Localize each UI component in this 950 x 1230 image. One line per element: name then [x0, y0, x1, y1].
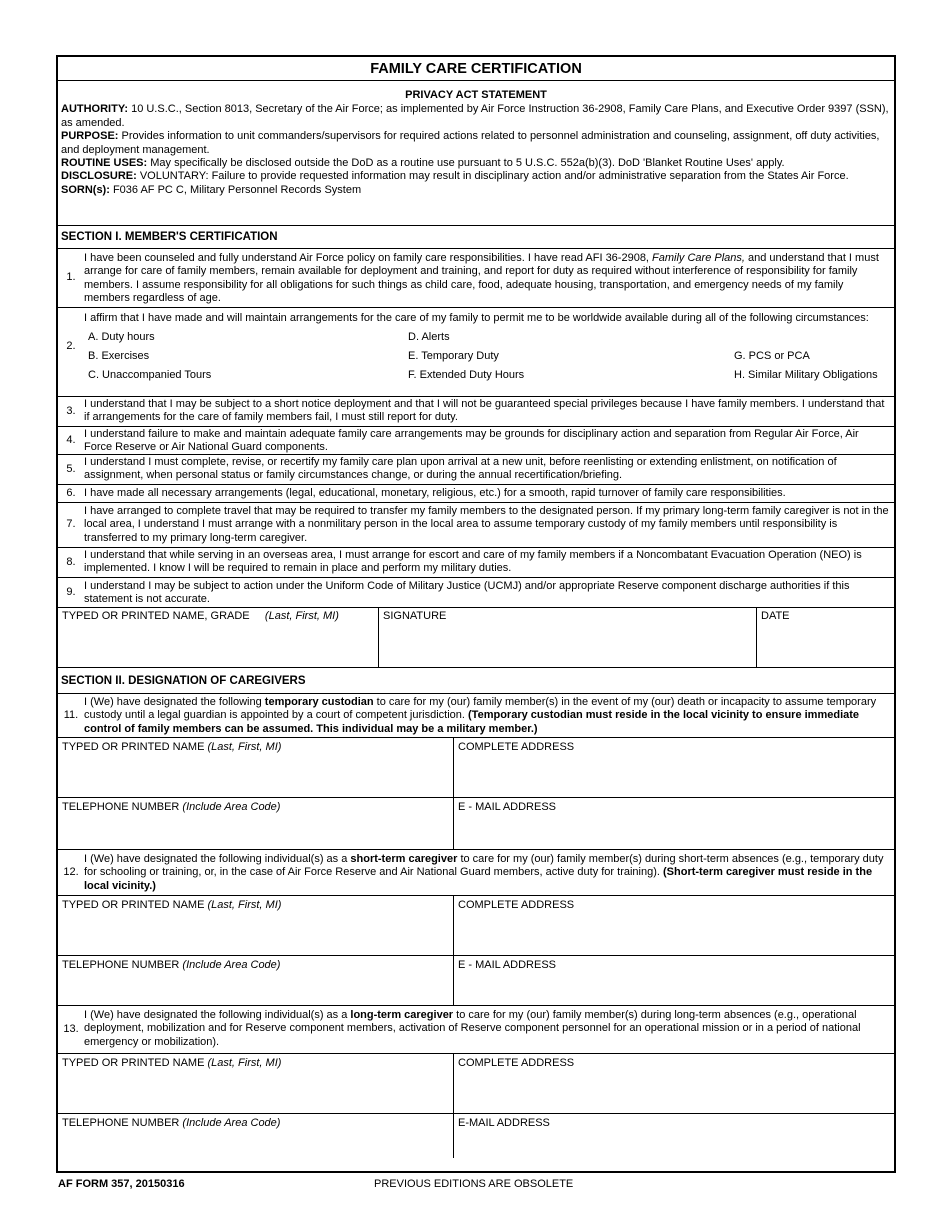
item-5: [58, 455, 894, 485]
item-number: 8.: [66, 555, 76, 568]
routine-label: ROUTINE USES:: [61, 157, 148, 170]
item-8: [58, 548, 894, 578]
long-term-name-field[interactable]: [58, 1054, 454, 1113]
circumstance-item: F. Extended Duty Hours: [408, 369, 525, 382]
long-term-caregiver-phone-email: [58, 1114, 894, 1158]
email-label: E - MAIL ADDRESS: [458, 959, 557, 971]
long-term-address-field[interactable]: [454, 1054, 894, 1113]
circumstance-item: [730, 331, 890, 350]
item-6: [58, 485, 894, 503]
circumstance-item: C. Unaccompanied Tours: [88, 369, 212, 382]
temporary-custodian-name-address: [58, 738, 894, 798]
item-11-term: temporary custodian: [264, 696, 374, 708]
routine-text: May specifically be disclosed outside the DoD as a routine use pursuant to 5 U.S.C. 552a(b)(3). DoD 'Blanket Routine Uses' apply.: [147, 157, 785, 170]
item-text: I understand that while serving in an overseas area, I must arrange for escort and care of my family members if a Noncombatant Evacuation Operation (NEO) is implemented. I know I will be required to remain in place and perform my military duties.: [84, 549, 862, 575]
address-label: COMPLETE ADDRESS: [458, 1057, 575, 1069]
item-13-text-a: I (We) have designated the following individual(s) as a: [84, 1009, 351, 1021]
item-text: [84, 850, 894, 895]
authority-paragraph: [61, 103, 891, 130]
email-label: E - MAIL ADDRESS: [458, 801, 557, 813]
name-label: TYPED OR PRINTED NAME: [62, 899, 208, 911]
phone-label: TELEPHONE NUMBER: [62, 1117, 183, 1129]
item-number: 9.: [66, 585, 76, 598]
item-text: [84, 308, 896, 396]
circumstance-item: B. Exercises: [88, 350, 150, 363]
item-2-text: I affirm that I have made and will maintain arrangements for the care of my family to permit me to be worldwide available during all of the following circumstances:: [84, 312, 869, 324]
item-number: 4.: [66, 433, 76, 446]
item-4: [58, 427, 894, 455]
circumstance-item: A. Duty hours: [88, 331, 155, 344]
item-11-text-c: to care for my (our) family member(s) in the event of my (our) death or incapacity to assume temporary custody until a legal guardian is appointed by a court of competent jurisdiction.: [84, 696, 877, 722]
member-date-field[interactable]: [757, 608, 894, 667]
name-label: TYPED OR PRINTED NAME: [62, 741, 208, 753]
item-text: I have made all necessary arrangements (legal, educational, monetary, religious, etc.) for a smooth, rapid turnover of family care responsibilities.: [84, 487, 786, 499]
email-label: E-MAIL ADDRESS: [458, 1117, 550, 1129]
item-12: [58, 850, 894, 896]
purpose-paragraph: [61, 130, 891, 157]
circumstance-item: G. PCS or PCA: [734, 350, 810, 363]
circumstance-item: E. Temporary Duty: [408, 350, 499, 363]
item-3: [58, 397, 894, 427]
temp-custodian-address-field[interactable]: [454, 738, 894, 797]
address-label: COMPLETE ADDRESS: [458, 899, 575, 911]
item-9: [58, 578, 894, 608]
member-name-field[interactable]: [58, 608, 379, 667]
disclosure-text: VOLUNTARY: Failure to provide requested information may result in disciplinary action and/or administrative separation from the States Air Force.: [136, 170, 849, 183]
item-1-text-a: I have been counseled and fully understand Air Force policy on family care responsibilities. I have read AFI 36-2908,: [84, 252, 653, 264]
short-term-phone-field[interactable]: [58, 956, 454, 1005]
purpose-text: Provides information to unit commanders/supervisors for required actions related to personnel administration and counseling, assignment, off duty activities, and deployment management.: [61, 130, 880, 156]
address-label: COMPLETE ADDRESS: [458, 741, 575, 753]
item-12-term: short-term caregiver: [350, 853, 458, 865]
item-1-afi-title: Family Care Plans,: [652, 252, 745, 264]
item-11-text-a: I (We) have designated the following: [84, 696, 265, 708]
temporary-custodian-phone-email: [58, 798, 894, 850]
form-id: AF FORM 357, 20150316: [58, 1178, 185, 1190]
member-signature-field[interactable]: [379, 608, 757, 667]
member-signature-block: [58, 608, 894, 668]
signature-label: SIGNATURE: [383, 610, 447, 622]
item-number: 6.: [66, 486, 76, 499]
item-text: I understand that I may be subject to a short notice deployment and that I will not be guaranteed special privileges because I have family members. I understand that if arrangements for the care of family members fail, I must still report for duty.: [84, 398, 885, 424]
item-7: [58, 503, 894, 548]
short-term-name-field[interactable]: [58, 896, 454, 955]
item-2: [58, 308, 894, 397]
disclosure-label: DISCLOSURE:: [61, 170, 137, 183]
member-name-hint: (Last, First, MI): [264, 610, 339, 622]
item-text: I understand I must complete, revise, or recertify my family care plan upon arrival at a new unit, before reenlisting or extending enlistment, on notification of assignment, when personal status or family circumstances change, or during the annual recertification/briefing.: [84, 456, 837, 482]
long-term-email-field[interactable]: [454, 1114, 894, 1158]
purpose-label: PURPOSE:: [61, 130, 119, 143]
routine-uses-paragraph: [61, 157, 891, 170]
temp-custodian-email-field[interactable]: [454, 798, 894, 849]
phone-hint: (Include Area Code): [182, 801, 281, 813]
item-number: 12.: [63, 865, 79, 878]
name-hint: (Last, First, MI): [207, 899, 282, 911]
item-text: [84, 249, 894, 307]
item-number: 11.: [63, 708, 79, 721]
item-11-requirement: (Temporary custodian must reside in the local vicinity to ensure immediate control of family members can be assumed. This individual may be a military member.): [84, 709, 860, 735]
item-12-text-c: to care for my (our) family member(s) during short-term absences (e.g., temporary duty for schooling or training, or, in the case of Air Force Reserve and Air National Guard members, active duty for training).: [84, 853, 884, 879]
name-hint: (Last, First, MI): [207, 1057, 282, 1069]
item-text: [84, 694, 894, 737]
item-number: 5.: [66, 462, 76, 475]
item-number: 2.: [66, 340, 76, 352]
authority-text: 10 U.S.C., Section 8013, Secretary of the Air Force; as implemented by Air Force Instruction 36-2908, Family Care Plans, and Executive Order 9397 (SSN), as amended.: [61, 103, 889, 129]
disclosure-paragraph: [61, 170, 891, 183]
item-text: I understand failure to make and maintain adequate family care arrangements may be grounds for disciplinary action and separation from Regular Air Force, Air Force Reserve or Air National Guard components.: [84, 428, 859, 454]
item-1-text-b: and understand that I must arrange for care of family members, remain available for deployment and training, and report for duty as required without interference of responsibility for family members. I assume responsibility for all obligations for such things as child care, food, adequate housing, transportation, and emergency needs of my family members regardless of age.: [84, 252, 879, 305]
item-11: [58, 694, 894, 738]
circumstances-list: [84, 331, 890, 388]
item-13: [58, 1006, 894, 1054]
item-13-term: long-term caregiver: [350, 1009, 454, 1021]
item-number: 3.: [66, 404, 76, 417]
item-text: I understand I may be subject to action under the Uniform Code of Military Justice (UCMJ) and/or appropriate Reserve component discharge authorities if this statement is not accurate.: [84, 580, 850, 606]
section-1-heading: SECTION I. MEMBER'S CERTIFICATION: [58, 226, 894, 249]
long-term-phone-field[interactable]: [58, 1114, 454, 1158]
obsolete-notice: PREVIOUS EDITIONS ARE OBSOLETE: [374, 1178, 574, 1190]
item-12-requirement: (Short-term caregiver must reside in the local vicinity.): [84, 866, 873, 892]
phone-hint: (Include Area Code): [182, 959, 281, 971]
item-12-text-a: I (We) have designated the following individual(s) as a: [84, 853, 351, 865]
long-term-caregiver-name-address: [58, 1054, 894, 1114]
member-name-label: TYPED OR PRINTED NAME, GRADE: [62, 610, 250, 622]
privacy-act-statement: [58, 81, 894, 226]
item-1: [58, 249, 894, 308]
privacy-heading: PRIVACY ACT STATEMENT: [405, 89, 547, 101]
name-label: TYPED OR PRINTED NAME: [62, 1057, 208, 1069]
circumstance-item: D. Alerts: [408, 331, 450, 344]
name-hint: (Last, First, MI): [207, 741, 282, 753]
short-term-caregiver-phone-email: [58, 956, 894, 1006]
temp-custodian-phone-field[interactable]: [58, 798, 454, 849]
phone-label: TELEPHONE NUMBER: [62, 959, 183, 971]
item-text: [84, 1006, 894, 1053]
short-term-address-field[interactable]: [454, 896, 894, 955]
item-number: 7.: [66, 518, 76, 531]
family-care-form: [56, 55, 896, 1173]
phone-hint: (Include Area Code): [182, 1117, 281, 1129]
short-term-caregiver-name-address: [58, 896, 894, 956]
sorn-label: SORN(s):: [61, 183, 110, 196]
circumstance-item: H. Similar Military Obligations: [734, 369, 878, 382]
short-term-email-field[interactable]: [454, 956, 894, 1005]
sorn-paragraph: [61, 184, 891, 197]
temp-custodian-name-field[interactable]: [58, 738, 454, 797]
section-2-heading: SECTION II. DESIGNATION OF CAREGIVERS: [58, 668, 894, 694]
item-13-text-c: to care for my (our) family member(s) during long-term absences (e.g., operational deployment, mobilization and for Reserve component members, activation of Reserve component personnel for an operational mission or in a period of national emergency or mobilization).: [84, 1009, 861, 1048]
item-text: I have arranged to complete travel that may be required to transfer my family members to the designated person. If my primary long-term family caregiver is not in the local area, I understand I must arrange with a nonmilitary person in the local area to assume temporary custody of my family members until responsibility is transferred to my primary long-term caregiver.: [84, 505, 889, 544]
item-number: 1.: [66, 271, 76, 284]
form-title: FAMILY CARE CERTIFICATION: [58, 57, 894, 81]
sorn-text: F036 AF PC C, Military Personnel Records System: [109, 183, 362, 196]
phone-label: TELEPHONE NUMBER: [62, 801, 183, 813]
date-label: DATE: [761, 610, 790, 622]
item-number: 13.: [63, 1022, 79, 1035]
authority-label: AUTHORITY:: [61, 103, 129, 116]
